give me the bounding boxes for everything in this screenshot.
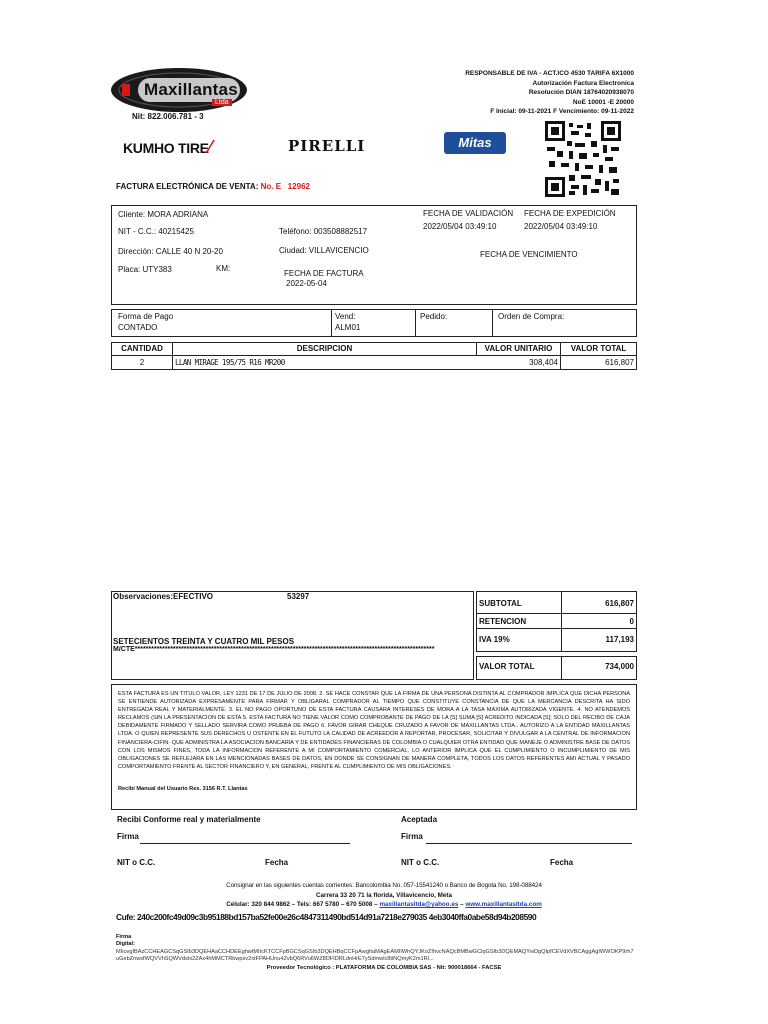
amount-words: SETECIENTOS TREINTA Y CUATRO MIL PESOS <box>113 637 295 646</box>
footer-contact <box>120 901 648 908</box>
email-link[interactable]: maxillantasltda@yahoo.es <box>379 901 459 908</box>
legal-receipt: Recibí Manual del Usuario Res. 3156 R.T. Llantas <box>118 786 248 792</box>
total-value: 734,000 <box>605 662 634 671</box>
vendor-label: Vend: <box>335 312 356 321</box>
row-unit-value: 308,404 <box>529 358 558 367</box>
observations-code: 53297 <box>287 592 310 601</box>
observations-box <box>111 591 474 680</box>
brand-mitas: Mitas <box>444 132 506 154</box>
accepted-label: Aceptada <box>401 815 438 824</box>
amount-words-suffix: M/CTE************************************************************************************************************** <box>113 646 435 653</box>
nit-label-right: NIT o C.C. <box>401 858 440 867</box>
qr-code-icon <box>545 121 621 197</box>
payment-method-label: Forma de Pago <box>118 312 174 321</box>
client-plate: Placa: UTY383 <box>118 265 172 274</box>
retention-label: RETENCION <box>479 617 527 626</box>
retention-value: 0 <box>629 617 634 626</box>
client-name: Cliente: MORA ADRIANA <box>118 210 209 219</box>
header-unit-value: VALOR UNITARIO <box>484 344 553 353</box>
digital-sign-label-1: Firma <box>116 934 132 940</box>
iva-value: 117,193 <box>605 635 634 644</box>
signature-line-left <box>140 843 350 844</box>
header-description: DESCRIPCION <box>296 344 353 353</box>
total-label: VALOR TOTAL <box>479 662 535 671</box>
info-line: Autorización Factura Electronica <box>532 79 634 87</box>
info-line: RESPONSABLE DE IVA - ACT.ICO 4530 TARIFA 6X1000 <box>465 70 634 77</box>
row-qty: 2 <box>139 358 145 367</box>
company-name: Maxillantas <box>144 80 238 99</box>
row-description: LLAN MIRAGE 195/75 R16 MR200 <box>175 358 285 367</box>
brand-pirelli: PIRELLI <box>288 137 366 155</box>
company-logo <box>108 66 250 114</box>
vendor-value: ALM01 <box>335 323 361 332</box>
digital-sign-label-2: Digital: <box>116 941 135 947</box>
signature-line-right <box>426 843 632 844</box>
expedition-date: 2022/05/04 03:49:10 <box>524 222 598 231</box>
received-label: Recibi Conforme real y materialmente <box>117 815 261 824</box>
footer-accounts: Consignar en las siguientes cuentas corrientes: Bancolombia No. 057-15541240 o Banco de Bogota No. 198-088424 <box>226 882 542 889</box>
iva-label: IVA 19% <box>479 635 510 644</box>
client-km: KM: <box>216 264 231 273</box>
kumho-text: KUMHO TIRE <box>123 140 209 156</box>
order-label: Pedido: <box>420 312 448 321</box>
observations: Observaciones:EFECTIVO <box>113 592 214 601</box>
due-date-label: FECHA DE VENCIMIENTO <box>480 250 578 259</box>
purchase-label: Orden de Compra: <box>498 312 565 321</box>
header-total-value: VALOR TOTAL <box>570 344 627 353</box>
info-line: Resolución DIAN 18764020938070 <box>528 89 634 96</box>
validation-date: 2022/05/04 03:49:10 <box>423 222 497 231</box>
row-total-value: 616,807 <box>605 358 634 367</box>
footer-contact-text: Celular: 320 844 9862 – Tels: 667 5780 – 670 5008 – <box>226 901 378 908</box>
firma-label-right: Firma <box>401 832 423 841</box>
expedition-label: FECHA DE EXPEDICIÓN <box>524 209 616 218</box>
footer-separator: – <box>458 901 466 908</box>
validation-label: FECHA DE VALIDACIÓN <box>423 209 514 218</box>
fecha-label-right: Fecha <box>550 858 574 867</box>
firma-label-left: Firma <box>117 832 139 841</box>
client-phone: Teléfono: 003508882517 <box>279 227 368 236</box>
company-nit: Nit: 822.006.781 - 3 <box>132 112 204 121</box>
kumho-mark-icon: ⁄ <box>208 137 212 157</box>
invoice-number: No. E 12962 <box>260 182 310 191</box>
info-line: NoE 10001 -E 20000 <box>572 98 634 106</box>
invoice-date-label: FECHA DE FACTURA <box>284 269 364 278</box>
company-info <box>420 69 634 117</box>
invoice-title <box>116 182 310 191</box>
legal-text: ESTA FACTURA ES UN TITULO VALOR, LEY 1231 DE 17 DE JULIO DE 2008. 2. SE HACE CONSTAR QUE LA FIRMA DE UNA PERSONA DISTINTA AL COMPRADOR IMPLICA QUE DICHA PERSONA SE ENTIENDE AUTORIZADA EXPRESAMENTE PARA FIRMAR Y OBLIGARAL COMPRADOR AL TIEMPO QUE CONSTITUYE CONSTANCIA DE QUE LA MERCANCIA DESCRITA HA SIDO ENTREGADA REAL Y MATERIALMENTE. 3. EL NO PAGO OPORTUNO DE ESTA FACTURA CAUSARA INTERESES DE MORA A LA TASA MAXIMA AUTORIZADA VIGENTE. 4. NO ATENDEMOS RECLAMOS (SIN LA PRESENTACION DE ESTA 5. ESTA FACTURA NO TIENE VALOR COMO COMPROBANTE DE PAGO DE LA [S] SUMA [S] ACREDITO INDICADA [S]; SOLO DEL RECIBO DE CAJA DEBIDAMENTE FIRMADO Y SELLADO SERVIRA COMO PRUEBA DE PAGO 6. FAVOR GIRAR CHEQUE CRUZADO A FAVOR DE MAXILLANTAS LTDA.. AUTORIZO A LA ENTIDAD MAXILLANTAS LTDA. O QUIEN REPRESENTE SUS DERECHOS U OSTENTE EN EL FUTUTO LA CALIDAD DE ACREEDOR A REPORTAR, PROCESAR, SOLICITAR Y DIVULGAR A LA CENTRAL DE INFORMACION FINANCIERA-CIFIN- QUE ADMINISTRA LA ASOCIACION BANCARIA Y DE ENTIDADES FINANCIERAS DE COLOMBIA O CUALQUIER OTRA ENTIDAD QUE MANEJE O ADMINISTRE BASE DE DATOS CON LOS MISMOS FINES, TODA LA INFORMACION REFERENTE A MI COMPORTAMIENTO COMERCIAL. LO ANTERIOR IMPLICA QUE EL CUMPLIMIENTO O INCUMPLIMIENTO DE MIS OBLIGACIONES SE REFLEJARA EN LAS MENCIONADAS BASES DE DATOS, EN DONDE SE CONSIGNAN DE MANERA COMPLETA, TODOS LOS DATOS REFERENTES AMI ACTUAL Y PASADO COMPORTAMIENTO FRENTE AL SECTOR FINANCIERO Y, EN GENERAL, FRENTE AL CUMPLIMIENTO DE MIS OBLIGACIONES. <box>118 691 630 770</box>
client-nit: NIT - C.C.: 40215425 <box>118 227 194 236</box>
footer-address: Carrera 33 20 71 la florida, Villavicencio, Meta <box>315 892 453 899</box>
nit-label-left: NIT o C.C. <box>117 858 156 867</box>
company-sub: Ltda <box>212 99 232 106</box>
info-line: F Inicial: 09-11-2021 F Vencimiento: 09-11-2022 <box>490 108 634 115</box>
qr-code <box>545 121 621 197</box>
website-link[interactable]: www.maxillantasltda.com <box>465 901 542 908</box>
subtotal-label: SUBTOTAL <box>479 599 522 608</box>
brand-kumho <box>123 137 211 158</box>
digital-signature: MIicegIBAzCCHEAGCSqGSIb3DQEHAaCCHDEEghwtMIIcKTCCFpBGCSqGSIb3DQEHBqCCFpAwghaMAgEAMIIWhQYJKoZIhvcNAQcBMBwGCiqGSIb3DQEMAQYwDgQIpfCEVdXVBCAggAgIWWOKP9rh7uGebZnwsfWQVVhSQWVdstx2ZAx4hMMCTRbwpsv2xtFPAHUnu4ZvbQ6RVu6WZ8DFIDRLdnHrE7ySdmwlc8tiNQmyK2m1Rl... <box>116 949 634 962</box>
cufe: Cufe: 240c200fc49d09c3b95188bd157ba52fe00e26c4847311490bd514d91a7218e279035 4eb3040ffa0abe58d94b208590 <box>116 912 537 922</box>
client-city: Ciudad: VILLAVICENCIO <box>279 246 369 255</box>
payment-method: CONTADO <box>118 323 158 332</box>
fecha-label-left: Fecha <box>265 858 289 867</box>
invoice-date: 2022-05-04 <box>286 279 327 288</box>
header-qty: CANTIDAD <box>121 344 163 353</box>
invoice-title-label: FACTURA ELECTRÓNICA DE VENTA: <box>116 182 259 191</box>
subtotal-value: 616,807 <box>605 599 634 608</box>
client-address: Dirección: CALLE 40 N 20-20 <box>118 247 223 256</box>
tech-provider: Proveedor Tecnológico : PLATAFORMA DE COLOMBIA SAS - Nit: 900018664 - FACSE <box>266 965 502 971</box>
